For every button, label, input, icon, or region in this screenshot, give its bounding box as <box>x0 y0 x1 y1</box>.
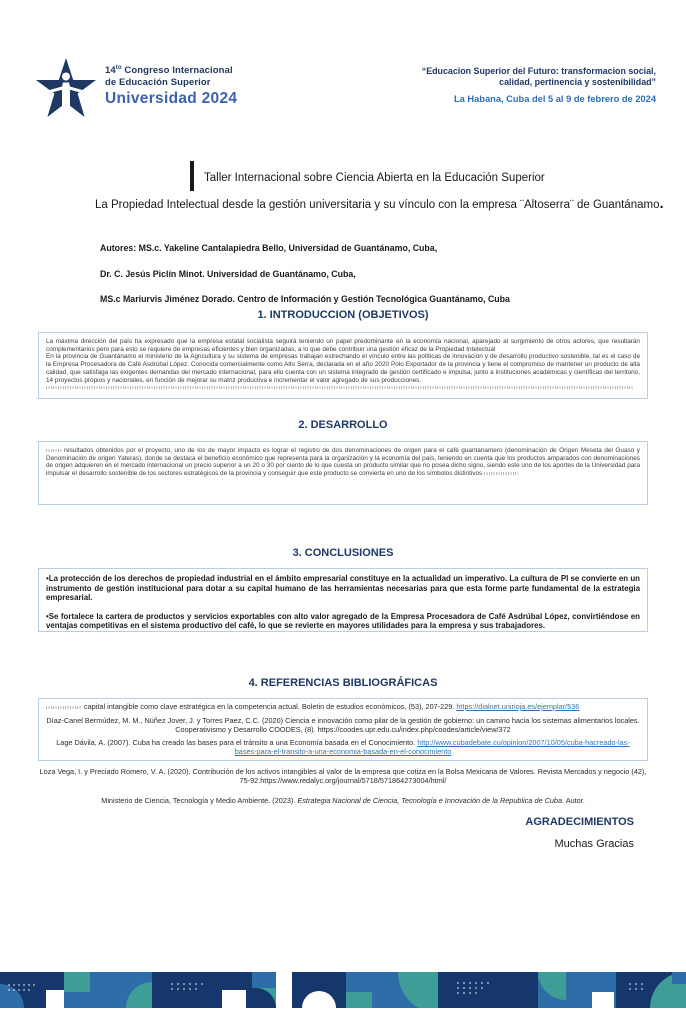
introduccion-box <box>38 332 648 399</box>
workshop-title: Taller Internacional sobre Ciencia Abierta en la Educación Superior <box>204 172 545 184</box>
section-heading-desarrollo: 2. DESARROLLO <box>298 419 388 431</box>
micro-text-line <box>46 386 634 389</box>
introduccion-paragraph-2: En la provincia de Guantánamo el ministerio de la Agricultura y su sistema de empresas trabajan estrechando el vínculo entre las políticas de innovación y de desarrollo productivo sostenible, tal es el caso de la Empresa Procesadora de Café Asdrúbal López. Conocida comercialmente como Alto Serra, declarada en el año 2020 Polo Exportador de la provincia y tiene el compromiso de mantener un producto de alta calidad, que satisfaga las exigentes demandas del mercado internacional, para ello cuenta con un sistema integrado de gestión certificado e impulsa, junto a instituciones académicas y científicas del territorio, 14 proyectos propios y nacionales, en función de mejorar su matriz productiva e incrementar el valor agregado de sus producciones. <box>46 353 640 384</box>
reference-link-dialnet[interactable]: https://dialnet.unirioja.es/ejemplar/536 <box>456 702 580 711</box>
congress-line-1: $14^{to}$ Congreso Internacional <box>105 65 233 77</box>
introduccion-paragraph-1: La máxima dirección del país ha expresado que la empresa estatal socialista seguirá teniendo un papel predominante en la economía nacional, aparejado al surgimiento de otros actores, que resultarán complementarios pero para esto se requiere de empresas eficientes y bien organizadas, a lo que debe contribuir una gestión eficaz de la Propiedad Intelectual <box>46 338 640 353</box>
reference-5-title-italic: Estrategia Nacional de Ciencia, Tecnología e Innovación de la Republica de Cuba <box>297 796 563 805</box>
title-vertical-bar <box>190 161 194 191</box>
footer-banner-graphic <box>0 972 686 1008</box>
desarrollo-box <box>38 441 648 505</box>
agradecimientos-text: Muchas Gracias <box>554 838 634 850</box>
author-line-2: Dr. C. Jesús Piclín Minot. Universidad de Guantánamo, Cuba, <box>100 268 356 279</box>
desarrollo-paragraph: resultados obtenidos por el proyecto, uno de los de mayor impacto es lograr el registro de dos denominaciones de origen para el café guantanamero (denominación de Origen Meseta del Guaso y Denominación de origen Yateras), donde se destaca el beneficio económico que representa para la organización y la economía del país, teniendo en cuenta que los productos amparados con denominaciones de origen adquieren en el mercado internacional un precio superior a un 20 o 30 por ciento de lo que cuesta un producto similar que no posea dicho signo, siendo este uno de los aportes de la Universidad para impulsar el desarrollo sostenible de los sectores estratégicos de la provincia y conseguir que este producto se convierta en uno de los símbolos distintivos <box>46 447 640 478</box>
paper-title: La Propiedad Intelectual desde la gestión universitaria y su vínculo con la empresa ¨Altoserra¨ de Guantánamo. <box>95 195 664 212</box>
reference-item-5: Ministerio de Ciencia, Tecnología y Medio Ambiente. (2023). Estrategia Nacional de Ciencia, Tecnología e Innovación de la Republica de Cuba. Autor. <box>101 796 585 805</box>
header-left <box>36 56 237 122</box>
congress-slogan-line-2: calidad, pertinencia y sostenibilidad” <box>499 77 656 87</box>
section-heading-introduccion: 1. INTRODUCCION (OBJETIVOS) <box>257 309 429 321</box>
micro-text-prefix <box>46 449 62 452</box>
referencias-box <box>38 698 648 761</box>
section-heading-referencias: 4. REFERENCIAS BIBLIOGRÁFICAS <box>248 677 438 689</box>
introduccion-text <box>46 338 640 389</box>
desarrollo-text <box>46 447 640 478</box>
conclusiones-box <box>38 568 648 632</box>
conclusiones-bullet-1: •La protección de los derechos de propiedad industrial en el ámbito empresarial constituye en la actualidad un imperativo. La cultura de PI se convierte en un instrumento de gestión institucional para dotar a su capital humano de las herramientas necesarias para que esta forme parte fundamental de la estrategia empresarial. <box>46 574 640 603</box>
congress-star-logo-icon <box>36 56 96 122</box>
congress-venue: La Habana, Cuba del 5 al 9 de febrero de 2024 <box>453 94 656 104</box>
congress-brand: Universidad 2024 <box>105 90 238 108</box>
title-period: . <box>659 195 664 212</box>
author-line-1: Autores: MS.c. Yakeline Cantalapiedra Bello, Universidad de Guantánamo, Cuba, <box>100 243 438 253</box>
referencias-list <box>46 703 640 757</box>
reference-link-cubadebate[interactable]: http://www.cubadebate.cu/opinion/2007/10/05/cuba-hacreado-las-bases-para-el-transito-a-una-economia-basada-en-el-conocimiento <box>234 738 630 757</box>
micro-text-citation-prefix <box>46 706 82 709</box>
reference-item-1: capital intangible como clave estratégica en la competencia actual. Boletin de estudios económicos, (53), 207-229. https://dialnet.unirioja.es/ejemplar/536 <box>46 703 640 712</box>
reference-item-4: Loza Vega, I. y Preciado Romero, V. A. (2020). Contribución de los activos intangibles al valor de la empresa que cotiza en la Bolsa Mexicana de Valores. Revista Mercados y negocio (42), 75-92.https://www.redalyc.org/journal/5718/571864273004/html/ <box>39 767 647 785</box>
congress-title-block <box>105 56 237 122</box>
conclusiones-text <box>46 574 640 631</box>
reference-item-2: Díaz-Canel Bermúdez, M. M., Núñez Jover, J. y Torres Paez, C.C. (2020) Ciencia e innovación como pilar de la gestión de gobierno: un camino hacia los sistemas alimentarios locales. Cooperativismo y Desarrollo COODES, (8). https://coodes.upr.edu.cu/index.php/coodes/article/view/372 <box>46 715 640 734</box>
congress-slogan-line-1: “Educacion Superior del Futuro: transformacion social, <box>421 66 656 76</box>
micro-text-suffix <box>484 472 518 475</box>
reference-item-3: Lage Dávila, A. (2007). Cuba ha creado las bases para el tránsito a una Economía basada en el Conocimiento. http://www.cubadebate.cu/opinion/2007/10/05/cuba-hacreado-las-bases-para-el-transito-a-una-economia-basada-en-el-conocimiento <box>56 738 630 757</box>
header-right <box>356 66 656 104</box>
author-line-3: MS.c Mariurvis Jiménez Dorado. Centro de Información y Gestión Tecnológica Guantánamo, Cuba <box>100 294 510 304</box>
section-heading-conclusiones: 3. CONCLUSIONES <box>292 547 394 559</box>
congress-line-2: de Educación Superior <box>105 76 211 88</box>
agradecimientos-heading: AGRADECIMIENTOS <box>525 816 634 828</box>
conclusiones-bullet-2: •Se fortalece la cartera de productos y servicios exportables con alto valor agregado de la Empresa Procesadora de Café Asdrúbal López, convirtiéndose en ventajas competitivas en el sistema productivo del café, lo que se revierte en mayores utilidades para la empresa y sus trabajadores. <box>46 611 640 631</box>
